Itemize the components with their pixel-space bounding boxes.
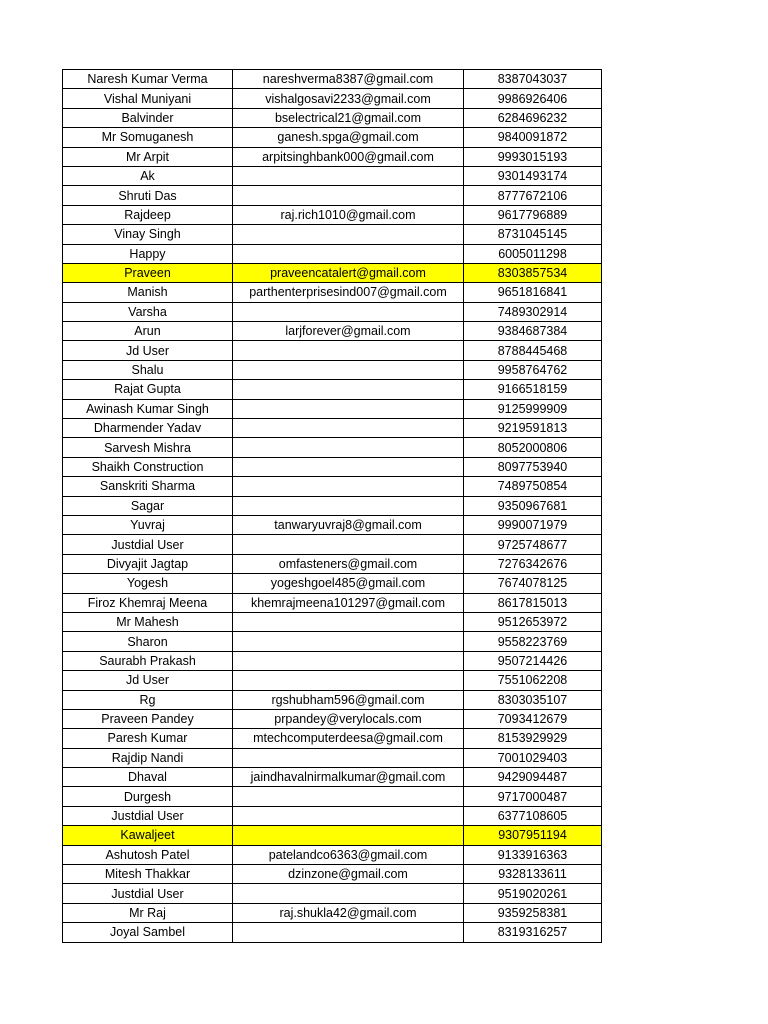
name-cell: Vinay Singh bbox=[63, 225, 233, 244]
table-row bbox=[63, 768, 602, 787]
email-cell: nareshverma8387@gmail.com bbox=[233, 70, 464, 89]
email-cell bbox=[233, 225, 464, 244]
table-row bbox=[63, 147, 602, 166]
email-cell: yogeshgoel485@gmail.com bbox=[233, 574, 464, 593]
table-row bbox=[63, 166, 602, 185]
table-row bbox=[63, 574, 602, 593]
table-row bbox=[63, 884, 602, 903]
email-cell: ganesh.spga@gmail.com bbox=[233, 128, 464, 147]
name-cell: Jd User bbox=[63, 341, 233, 360]
email-cell bbox=[233, 341, 464, 360]
table-row bbox=[63, 496, 602, 515]
table-row bbox=[63, 225, 602, 244]
phone-cell: 8788445468 bbox=[464, 341, 602, 360]
name-cell: Rajat Gupta bbox=[63, 380, 233, 399]
name-cell: Yogesh bbox=[63, 574, 233, 593]
phone-cell: 9507214426 bbox=[464, 651, 602, 670]
table-row bbox=[63, 729, 602, 748]
phone-cell: 8617815013 bbox=[464, 593, 602, 612]
phone-cell: 6377108605 bbox=[464, 806, 602, 825]
email-cell bbox=[233, 612, 464, 631]
table-row bbox=[63, 535, 602, 554]
email-cell: patelandco6363@gmail.com bbox=[233, 845, 464, 864]
email-cell: mtechcomputerdeesa@gmail.com bbox=[233, 729, 464, 748]
table-row bbox=[63, 709, 602, 728]
name-cell: Dhaval bbox=[63, 768, 233, 787]
email-cell bbox=[233, 923, 464, 942]
name-cell: Varsha bbox=[63, 302, 233, 321]
phone-cell: 9359258381 bbox=[464, 903, 602, 922]
name-cell: Rajdip Nandi bbox=[63, 748, 233, 767]
email-cell: arpitsinghbank000@gmail.com bbox=[233, 147, 464, 166]
table-row bbox=[63, 515, 602, 534]
name-cell: Justdial User bbox=[63, 535, 233, 554]
email-cell bbox=[233, 302, 464, 321]
table-row bbox=[63, 438, 602, 457]
table-row bbox=[63, 903, 602, 922]
name-cell: Joyal Sambel bbox=[63, 923, 233, 942]
phone-cell: 9512653972 bbox=[464, 612, 602, 631]
name-cell: Dharmender Yadav bbox=[63, 419, 233, 438]
phone-cell: 9617796889 bbox=[464, 205, 602, 224]
phone-cell: 7093412679 bbox=[464, 709, 602, 728]
name-cell: Paresh Kumar bbox=[63, 729, 233, 748]
name-cell: Firoz Khemraj Meena bbox=[63, 593, 233, 612]
table-row bbox=[63, 302, 602, 321]
phone-cell: 8097753940 bbox=[464, 457, 602, 476]
email-cell bbox=[233, 399, 464, 418]
name-cell: Shruti Das bbox=[63, 186, 233, 205]
table-row bbox=[63, 283, 602, 302]
phone-cell: 9125999909 bbox=[464, 399, 602, 418]
email-cell bbox=[233, 360, 464, 379]
table-row-highlighted bbox=[63, 263, 602, 282]
table-row bbox=[63, 651, 602, 670]
phone-cell: 8731045145 bbox=[464, 225, 602, 244]
email-cell: praveencatalert@gmail.com bbox=[233, 263, 464, 282]
email-cell: tanwaryuvraj8@gmail.com bbox=[233, 515, 464, 534]
table-row bbox=[63, 671, 602, 690]
table-row bbox=[63, 341, 602, 360]
name-cell: Saurabh Prakash bbox=[63, 651, 233, 670]
table-row-highlighted bbox=[63, 826, 602, 845]
phone-cell: 6284696232 bbox=[464, 108, 602, 127]
phone-cell: 9840091872 bbox=[464, 128, 602, 147]
phone-cell: 9133916363 bbox=[464, 845, 602, 864]
email-cell bbox=[233, 651, 464, 670]
phone-cell: 9350967681 bbox=[464, 496, 602, 515]
name-cell: Praveen Pandey bbox=[63, 709, 233, 728]
phone-cell: 9307951194 bbox=[464, 826, 602, 845]
name-cell: Praveen bbox=[63, 263, 233, 282]
email-cell: larjforever@gmail.com bbox=[233, 322, 464, 341]
table-row bbox=[63, 865, 602, 884]
phone-cell: 8319316257 bbox=[464, 923, 602, 942]
phone-cell: 7551062208 bbox=[464, 671, 602, 690]
name-cell: Sagar bbox=[63, 496, 233, 515]
phone-cell: 8777672106 bbox=[464, 186, 602, 205]
name-cell: Sanskriti Sharma bbox=[63, 477, 233, 496]
email-cell: parthenterprisesind007@gmail.com bbox=[233, 283, 464, 302]
name-cell: Ak bbox=[63, 166, 233, 185]
name-cell: Sarvesh Mishra bbox=[63, 438, 233, 457]
name-cell: Mr Somuganesh bbox=[63, 128, 233, 147]
name-cell: Justdial User bbox=[63, 806, 233, 825]
email-cell bbox=[233, 632, 464, 651]
phone-cell: 9166518159 bbox=[464, 380, 602, 399]
phone-cell: 7489302914 bbox=[464, 302, 602, 321]
table-row bbox=[63, 477, 602, 496]
email-cell bbox=[233, 166, 464, 185]
phone-cell: 9993015193 bbox=[464, 147, 602, 166]
name-cell: Vishal Muniyani bbox=[63, 89, 233, 108]
table-row bbox=[63, 748, 602, 767]
name-cell: Manish bbox=[63, 283, 233, 302]
phone-cell: 6005011298 bbox=[464, 244, 602, 263]
name-cell: Awinash Kumar Singh bbox=[63, 399, 233, 418]
email-cell: raj.rich1010@gmail.com bbox=[233, 205, 464, 224]
name-cell: Yuvraj bbox=[63, 515, 233, 534]
table-row bbox=[63, 108, 602, 127]
table-row bbox=[63, 399, 602, 418]
name-cell: Justdial User bbox=[63, 884, 233, 903]
phone-cell: 7276342676 bbox=[464, 554, 602, 573]
email-cell: raj.shukla42@gmail.com bbox=[233, 903, 464, 922]
name-cell: Happy bbox=[63, 244, 233, 263]
table-row bbox=[63, 787, 602, 806]
phone-cell: 9558223769 bbox=[464, 632, 602, 651]
email-cell bbox=[233, 186, 464, 205]
name-cell: Sharon bbox=[63, 632, 233, 651]
table-row bbox=[63, 690, 602, 709]
phone-cell: 9429094487 bbox=[464, 768, 602, 787]
name-cell: Balvinder bbox=[63, 108, 233, 127]
phone-cell: 9328133611 bbox=[464, 865, 602, 884]
phone-cell: 9651816841 bbox=[464, 283, 602, 302]
phone-cell: 8387043037 bbox=[464, 70, 602, 89]
contacts-table-body bbox=[63, 70, 602, 943]
phone-cell: 7674078125 bbox=[464, 574, 602, 593]
name-cell: Mr Mahesh bbox=[63, 612, 233, 631]
name-cell: Ashutosh Patel bbox=[63, 845, 233, 864]
table-row bbox=[63, 380, 602, 399]
name-cell: Arun bbox=[63, 322, 233, 341]
email-cell bbox=[233, 380, 464, 399]
email-cell: khemrajmeena101297@gmail.com bbox=[233, 593, 464, 612]
table-row bbox=[63, 360, 602, 379]
email-cell bbox=[233, 419, 464, 438]
name-cell: Mitesh Thakkar bbox=[63, 865, 233, 884]
table-row bbox=[63, 632, 602, 651]
name-cell: Durgesh bbox=[63, 787, 233, 806]
name-cell: Mr Raj bbox=[63, 903, 233, 922]
name-cell: Naresh Kumar Verma bbox=[63, 70, 233, 89]
table-row bbox=[63, 806, 602, 825]
table-row bbox=[63, 419, 602, 438]
table-row bbox=[63, 128, 602, 147]
table-row bbox=[63, 70, 602, 89]
phone-cell: 8303035107 bbox=[464, 690, 602, 709]
phone-cell: 7489750854 bbox=[464, 477, 602, 496]
email-cell: omfasteners@gmail.com bbox=[233, 554, 464, 573]
phone-cell: 7001029403 bbox=[464, 748, 602, 767]
table-row bbox=[63, 322, 602, 341]
email-cell bbox=[233, 826, 464, 845]
name-cell: Divyajit Jagtap bbox=[63, 554, 233, 573]
table-row bbox=[63, 923, 602, 942]
table-row bbox=[63, 186, 602, 205]
email-cell bbox=[233, 457, 464, 476]
phone-cell: 9990071979 bbox=[464, 515, 602, 534]
phone-cell: 9384687384 bbox=[464, 322, 602, 341]
name-cell: Shalu bbox=[63, 360, 233, 379]
email-cell: jaindhavalnirmalkumar@gmail.com bbox=[233, 768, 464, 787]
phone-cell: 9986926406 bbox=[464, 89, 602, 108]
email-cell: bselectrical21@gmail.com bbox=[233, 108, 464, 127]
table-row bbox=[63, 205, 602, 224]
phone-cell: 9717000487 bbox=[464, 787, 602, 806]
table-row bbox=[63, 593, 602, 612]
phone-cell: 9219591813 bbox=[464, 419, 602, 438]
table-row bbox=[63, 612, 602, 631]
name-cell: Rg bbox=[63, 690, 233, 709]
name-cell: Rajdeep bbox=[63, 205, 233, 224]
email-cell bbox=[233, 806, 464, 825]
email-cell: vishalgosavi2233@gmail.com bbox=[233, 89, 464, 108]
phone-cell: 9519020261 bbox=[464, 884, 602, 903]
contacts-table bbox=[62, 69, 602, 943]
phone-cell: 9725748677 bbox=[464, 535, 602, 554]
email-cell bbox=[233, 244, 464, 263]
phone-cell: 9301493174 bbox=[464, 166, 602, 185]
phone-cell: 8153929929 bbox=[464, 729, 602, 748]
phone-cell: 8303857534 bbox=[464, 263, 602, 282]
email-cell bbox=[233, 496, 464, 515]
email-cell bbox=[233, 671, 464, 690]
email-cell: dzinzone@gmail.com bbox=[233, 865, 464, 884]
phone-cell: 9958764762 bbox=[464, 360, 602, 379]
email-cell: prpandey@verylocals.com bbox=[233, 709, 464, 728]
email-cell bbox=[233, 438, 464, 457]
email-cell bbox=[233, 748, 464, 767]
name-cell: Shaikh Construction bbox=[63, 457, 233, 476]
table-row bbox=[63, 244, 602, 263]
name-cell: Jd User bbox=[63, 671, 233, 690]
table-row bbox=[63, 845, 602, 864]
phone-cell: 8052000806 bbox=[464, 438, 602, 457]
name-cell: Mr Arpit bbox=[63, 147, 233, 166]
email-cell bbox=[233, 884, 464, 903]
table-row bbox=[63, 554, 602, 573]
name-cell: Kawaljeet bbox=[63, 826, 233, 845]
email-cell bbox=[233, 787, 464, 806]
table-row bbox=[63, 89, 602, 108]
email-cell bbox=[233, 477, 464, 496]
email-cell bbox=[233, 535, 464, 554]
email-cell: rgshubham596@gmail.com bbox=[233, 690, 464, 709]
table-row bbox=[63, 457, 602, 476]
